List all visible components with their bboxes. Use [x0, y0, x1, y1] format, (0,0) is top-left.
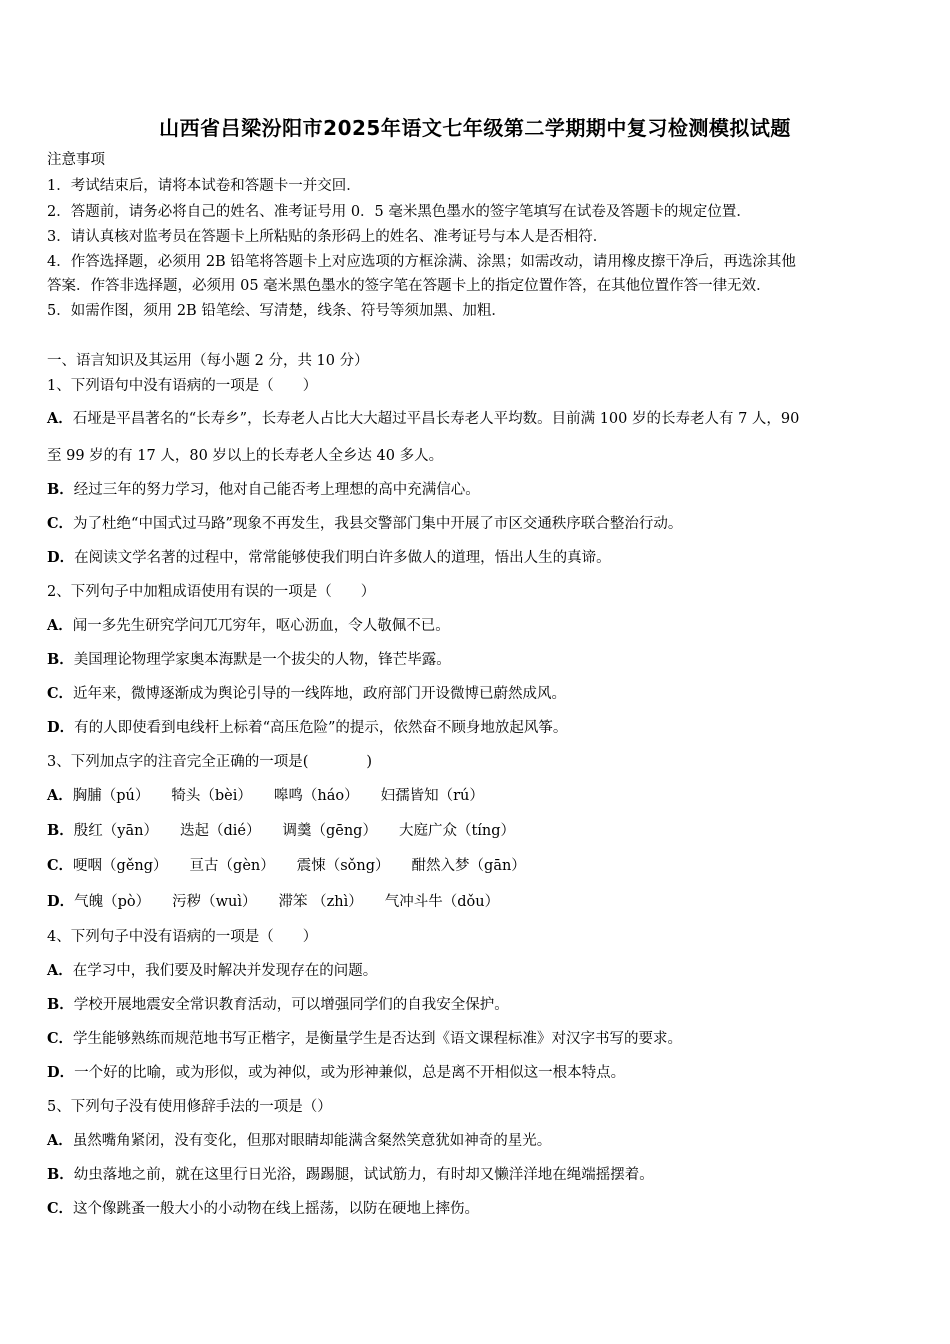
option-term: 污秽（wuì） — [172, 894, 257, 910]
option-term: 震悚（sǒng） — [296, 858, 390, 874]
notice-item-3: 3．请认真核对监考员在答题卡上所粘贴的条形码上的姓名、准考证号与本人是否相符． — [47, 229, 608, 245]
question-3-option-d — [47, 892, 917, 912]
question-1-option-d — [47, 548, 917, 568]
question-2-option-c — [47, 684, 917, 704]
option-letter: D． — [47, 719, 75, 736]
option-letter: C． — [47, 515, 74, 532]
question-4-option-d — [47, 1063, 917, 1083]
option-letter: A． — [47, 962, 73, 979]
option-text: 在阅读文学名著的过程中，常常能够使我们明白许多做人的道理，悟出人生的真谛。 — [74, 550, 611, 566]
option-letter: A． — [47, 787, 73, 804]
option-letter: D． — [47, 1064, 75, 1081]
option-term: 亘古（gèn） — [189, 858, 275, 874]
question-4-stem: 4、下列句子中没有语病的一项是（ ） — [47, 929, 318, 945]
option-term: 妇孺皆知（rú） — [380, 788, 484, 804]
question-2-option-a — [47, 616, 917, 636]
option-term: 气冲斗牛（dǒu） — [384, 894, 500, 910]
option-text: 近年来，微博逐渐成为舆论引导的一线阵地，政府部门开设微博已蔚然成风。 — [73, 686, 567, 702]
question-5-option-c — [47, 1199, 917, 1219]
question-5-option-a — [47, 1131, 917, 1151]
option-text: 美国理论物理学家奥本海默是一个拔尖的人物，锋芒毕露。 — [73, 652, 451, 668]
question-1-option-a-cont: 至 99 岁的有 17 人，80 岁以上的长寿老人全乡达 40 多人。 — [47, 448, 444, 464]
question-4-option-a — [47, 961, 917, 981]
question-4-option-c — [47, 1029, 917, 1049]
option-text: 石垭是平昌著名的“长寿乡”，长寿老人占比大大超过平昌长寿老人平均数。目前满 100 岁的长寿老人有 7 人，90 — [72, 411, 800, 427]
page-title: 山西省吕梁汾阳市2025年语文七年级第二学期期中复习检测模拟试题 — [159, 116, 791, 140]
option-term: 滞笨 （zhì） — [278, 894, 363, 910]
question-3-option-a — [47, 786, 917, 806]
question-3-stem: 3、下列加点字的注音完全正确的一项是( ) — [47, 754, 373, 770]
option-term: 哽咽（gěng） — [73, 858, 168, 874]
option-letter: A． — [47, 1132, 73, 1149]
option-letter: C． — [47, 1030, 74, 1047]
option-text: 经过三年的努力学习，他对自己能否考上理想的高中充满信心。 — [73, 482, 480, 498]
option-letter: B． — [47, 1166, 74, 1183]
option-term: 胸脯（pú） — [72, 788, 150, 804]
notice-item-5: 5．如需作图，须用 2B 铅笔绘、写清楚，线条、符号等须加黑、加粗． — [47, 303, 506, 319]
option-letter: B． — [47, 481, 74, 498]
notice-heading: 注意事项 — [47, 152, 105, 168]
option-text: 为了杜绝“中国式过马路”现象不再发生，我县交警部门集中开展了市区交通秩序联合整治行动。 — [73, 516, 683, 532]
question-2-option-b — [47, 650, 917, 670]
option-letter: D． — [47, 549, 75, 566]
option-term: 嗥鸣（háo） — [273, 788, 359, 804]
option-term: 气魄（pò） — [74, 894, 151, 910]
option-text: 有的人即使看到电线杆上标着“高压危险”的提示，依然奋不顾身地放起风筝。 — [74, 720, 568, 736]
notice-item-4: 4．作答选择题，必须用 2B 铅笔将答题卡上对应选项的方框涂满、涂黑；如需改动，请用橡皮擦干净后，再选涂其他 — [47, 254, 796, 270]
option-term: 大庭广众（tíng） — [398, 823, 516, 839]
question-5-option-b — [47, 1165, 917, 1185]
option-text: 闻一多先生研究学问兀兀穷年，呕心沥血，令人敬佩不已。 — [72, 618, 450, 634]
option-letter: A． — [47, 410, 73, 427]
question-1-stem: 1、下列语句中没有语病的一项是（ ） — [47, 378, 318, 394]
question-1-option-b — [47, 480, 917, 500]
option-letter: B． — [47, 651, 74, 668]
option-letter: C． — [47, 857, 74, 874]
question-2-option-d — [47, 718, 917, 738]
option-text: 这个像跳蚤一般大小的小动物在线上摇荡，以防在硬地上摔伤。 — [73, 1201, 480, 1217]
question-5-stem: 5、下列句子没有使用修辞手法的一项是（） — [47, 1099, 332, 1115]
option-letter: B． — [47, 996, 74, 1013]
option-term: 酣然入梦（gān） — [411, 858, 526, 874]
notice-item-1: 1．考试结束后，请将本试卷和答题卡一并交回． — [47, 178, 361, 194]
question-1-option-c — [47, 514, 917, 534]
option-text: 学校开展地震安全常识教育活动，可以增强同学们的自我安全保护。 — [73, 997, 509, 1013]
option-letter: C． — [47, 1200, 74, 1217]
option-text: 虽然嘴角紧闭，没有变化，但那对眼睛却能满含粲然笑意犹如神奇的星光。 — [72, 1133, 552, 1149]
option-text: 幼虫落地之前，就在这里行日光浴，踢踢腿，试试筋力，有时却又懒洋洋地在绳端摇摆着。 — [73, 1167, 654, 1183]
question-1-option-a — [47, 409, 917, 429]
option-term: 迭起（dié） — [179, 823, 261, 839]
option-letter: A． — [47, 617, 73, 634]
option-text: 一个好的比喻，或为形似，或为神似，或为形神兼似，总是离不开相似这一根本特点。 — [74, 1065, 626, 1081]
question-2-stem: 2、下列句子中加粗成语使用有误的一项是（ ） — [47, 584, 376, 600]
option-text: 在学习中，我们要及时解决并发现存在的问题。 — [72, 963, 378, 979]
question-3-option-b — [47, 821, 917, 841]
notice-item-2: 2．答题前，请务必将自己的姓名、准考证号用 0．5 毫米黑色墨水的签字笔填写在试卷及答题卡的规定位置． — [47, 204, 751, 220]
option-term: 殷红（yān） — [73, 823, 158, 839]
option-letter: C． — [47, 685, 74, 702]
question-4-option-b — [47, 995, 917, 1015]
option-term: 犄头（bèi） — [171, 788, 252, 804]
option-term: 调羹（gēng） — [282, 823, 377, 839]
option-text: 学生能够熟练而规范地书写正楷字，是衡量学生是否达到《语文课程标准》对汉字书写的要求。 — [73, 1031, 683, 1047]
question-3-option-c — [47, 856, 917, 876]
notice-item-4-cont: 答案．作答非选择题，必须用 05 毫米黑色墨水的签字笔在答题卡上的指定位置作答，在其他位置作答一律无效． — [47, 278, 771, 294]
option-letter: D． — [47, 893, 75, 910]
section-heading: 一、语言知识及其运用（每小题 2 分，共 10 分） — [47, 353, 369, 369]
option-letter: B． — [47, 822, 74, 839]
